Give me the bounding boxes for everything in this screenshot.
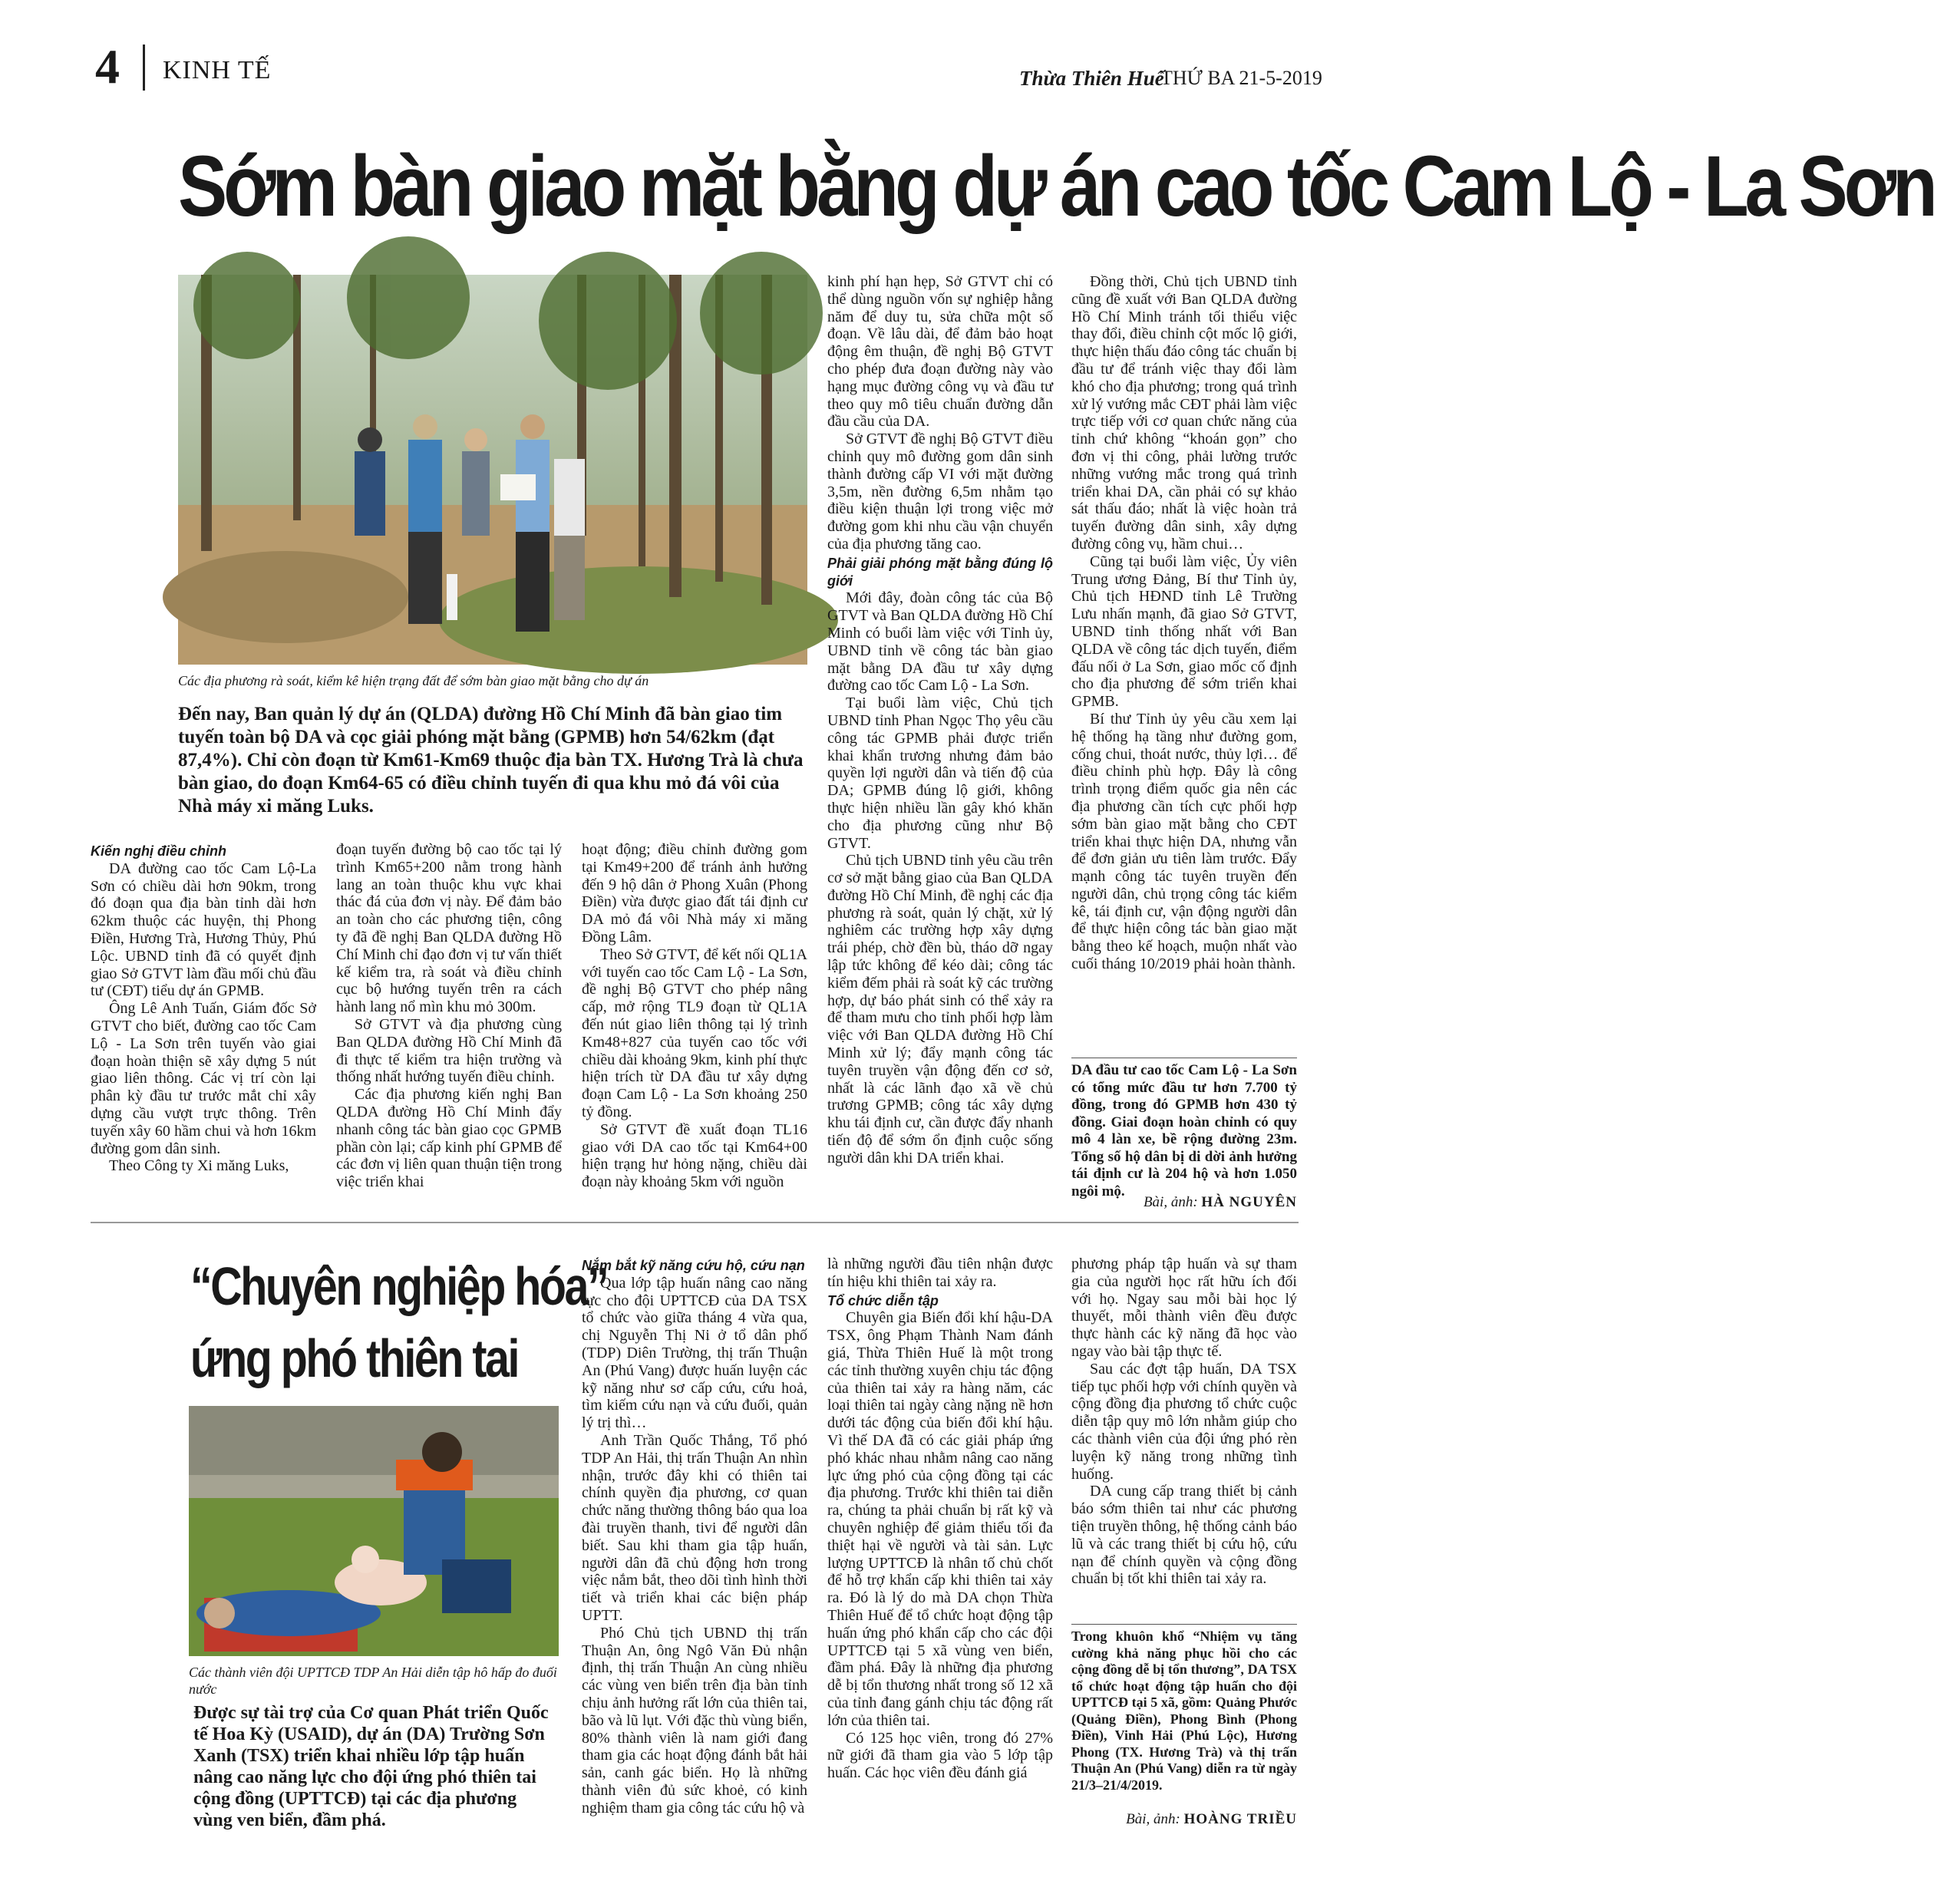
paragraph: Mới đây, đoàn công tác của Bộ GTVT và Ban QLDA đường Hồ Chí Minh có buổi làm việc với Tỉnh ủy, UBND tỉnh về công tác bàn giao mặt bằng DA đầu tư xây dựng đường cao tốc Cam Lộ - La Sơn. [827, 589, 1053, 695]
article1-photo-caption: Các địa phương rà soát, kiểm kê hiện trạng đất để sớm bàn giao mặt bằng cho dự án [178, 673, 649, 688]
subheading: Nắm bắt kỹ năng cứu hộ, cứu nạn [582, 1258, 805, 1273]
paragraph: Anh Trần Quốc Thắng, Tổ phó TDP An Hải, thị trấn Thuận An nhìn nhận, trước đây khi có thiên tai chính quyền địa phương, cơ quan chức năng thường thông báo qua loa đài truyền thanh, tivi để người dân biết. Sau khi tham gia tập huấn, người dân đã chủ động hơn trong việc nắm bắt, theo dõi tình hình thời tiết và triển khai các biện pháp UPTT. [582, 1431, 807, 1624]
article1-column-2 [336, 841, 562, 1191]
paragraph: Sở GTVT đề xuất đoạn TL16 giao với DA cao tốc tại Km64+00 hiện trạng hư hỏng nặng, chiều dài đoạn này khoảng 5km với nguồn [582, 1120, 807, 1191]
paragraph: Sở GTVT và địa phương cùng Ban QLDA đường Hồ Chí Minh đã đi thực tế kiểm tra hiện trường và thống nhất hướng tuyến điều chỉnh. [336, 1015, 562, 1086]
paragraph: Bí thư Tỉnh ủy yêu cầu xem lại hệ thống hạ tầng như đường gom, cống chui, thoát nước, thủy lợi… để điều chỉnh phù hợp. Đây là công trình trọng điểm quốc gia nên các địa phương cần tích cực phối hợp sớm bàn giao mặt bằng cho CĐT triển khai thực hiện DA, nhưng vẫn để đơn giản ưu tiên làm trước. Đẩy mạnh công tác tuyên truyền đến người dân, chủ trọng công tác kiểm kê, tái định cư, vận động người dân để thực hiện công tác bàn giao mặt bằng theo kế hoạch, muộn nhất vào cuối tháng 10/2019 phải hoàn thành. [1071, 710, 1297, 973]
paragraph: Có 125 học viên, trong đó 27% nữ giới đã tham gia vào 5 lớp tập huấn. Các học viên đều đánh giá [827, 1729, 1053, 1782]
article1-column-4 [827, 273, 1053, 1167]
article1-column-3 [582, 841, 807, 1191]
paragraph: Chuyên gia Biến đổi khí hậu-DA TSX, ông Phạm Thành Nam đánh giá, Thừa Thiên Huế là một trong các tỉnh thường xuyên chịu tác động của thiên tai xảy ra hàng năm, các loại thiên tai ngày càng nặng nề hơn dưới tác động của biến đổi khí hậu. Vì thế DA đã có các giải pháp ứng phó khác nhau nhằm nâng cao năng lực ứng phó của cộng đồng tại các địa phương. Trước khi thiên tai diễn ra, chúng ta phải chuẩn bị rất kỹ và chuyên nghiệp để giảm thiểu tối đa thiệt hại về người và tài sản. Lực lượng UPTTCĐ là nhân tố chủ chốt để hỗ trợ khẩn cấp khi thiên tai xảy ra. Đó là lý do mà DA chọn Thừa Thiên Huế để tổ chức hoạt động tập huấn ứng phó khẩn cấp cho các đội UPTTCĐ tại 5 xã vùng ven biển, đầm phá. Đây là những địa phương dễ bị tổn thương nhất trong số 12 xã của tỉnh đang gánh chịu tác động rất lớn của thiên tai. [827, 1309, 1053, 1729]
paragraph: hoạt động; điều chỉnh đường gom tại Km49+200 để tránh ảnh hưởng đến 9 hộ dân ở Phong Xuân (Phong Điền) vừa được giao đất tái định cư DA mỏ đá vôi Nhà máy xi măng Đồng Lâm. [582, 841, 807, 945]
subheading: Phải giải phóng mặt bằng đúng lộ giới [827, 555, 1053, 589]
paragraph: Phó Chủ tịch UBND thị trấn Thuận An, ông Ngô Văn Đủ nhận định, thị trấn Thuận An cùng nhiều các vùng ven biển trên địa bàn tỉnh chịu ảnh hưởng rất lớn của thiên tai, bão và lũ lụt. Với đặc thù vùng biển, 80% thành viên là nam giới đang tham gia các hoạt động đánh bắt hải sản, canh gác biển. Họ là những thành viên đủ sức khoẻ, có kinh nghiệm tham gia công tác cứu hộ và [582, 1624, 807, 1817]
byline-label: Bài, ảnh: [1126, 1811, 1180, 1827]
section-name: KINH TẾ [163, 56, 272, 84]
byline-author: HÀ NGUYÊN [1201, 1194, 1297, 1210]
article2-title-line2: ứng phó thiên tai [190, 1328, 519, 1388]
paragraph: Ông Lê Anh Tuấn, Giám đốc Sở GTVT cho biết, đường cao tốc Cam Lộ - La Sơn trên tuyến vào giai đoạn hoàn thiện sẽ xây dựng 5 nút giao liên thông. Các vị trí còn lại phân kỳ đầu tư trước mắt chỉ xây dựng cầu vượt trực thông. Trên tuyến xây 60 hầm chui và hơn 16km đường gom dân sinh. [91, 1000, 316, 1157]
byline-label: Bài, ảnh: [1143, 1194, 1198, 1210]
factbox-rule [1071, 1624, 1297, 1625]
article1-title: Sớm bàn giao mặt bằng dự án cao tốc Cam Lộ - La Sơn [178, 138, 1934, 234]
paragraph: kinh phí hạn hẹp, Sở GTVT chỉ có thể dùng nguồn vốn sự nghiệp hằng năm để duy tu, sửa chữa một số đoạn. Về lâu dài, để đảm bảo hoạt động êm thuận, đề nghị Bộ GTVT cho phép đưa đoạn đường này vào hạng mục đường công vụ và đầu tư theo quy mô tiêu chuẩn đường dẫn đầu cầu của DA. [827, 273, 1053, 431]
article1-byline [1071, 1194, 1297, 1211]
article2-photo [189, 1406, 559, 1656]
paragraph: là những người đầu tiên nhận được tín hiệu khi thiên tai xảy ra. [827, 1256, 1053, 1290]
issue-date: THỨ BA 21-5-2019 [1160, 67, 1322, 89]
newspaper-name: Thừa Thiên Huế [1019, 67, 1164, 90]
paragraph: Tại buổi làm việc, Chủ tịch UBND tỉnh Phan Ngọc Thọ yêu cầu công tác GPMB phải được triển khai khẩn trương nhưng đảm bảo quyền lợi người dân và tiến độ của DA; GPMB đúng lộ giới, không thực hiện nhiều lần gây khó khăn cho địa phương cũng như Bộ GTVT. [827, 695, 1053, 852]
byline-author: HOÀNG TRIỀU [1183, 1811, 1297, 1827]
paragraph: Sau các đợt tập huấn, DA TSX tiếp tục phối hợp với chính quyền và cộng đồng địa phương tổ chức cuộc diễn tập quy mô lớn nhằm giúp cho các thành viên của đội ứng phó rèn luyện kỹ năng trong những tình huống. [1071, 1360, 1297, 1483]
article1-column-1 [91, 841, 316, 1175]
paragraph: phương pháp tập huấn và sự tham gia của người học rất hữu ích đối với họ. Ngay sau mỗi bài học lý thuyết, mỗi thành viên đều được thực hành các kỹ năng đã học vào ngay vào bài tập thực tế. [1071, 1256, 1297, 1360]
paragraph: Qua lớp tập huấn nâng cao năng lực cho đội UPTTCĐ của DA TSX tổ chức vào giữa tháng 4 vừa qua, chị Nguyễn Thị Ni ở tổ dân phố (TDP) Diên Trường, thị trấn Thuận An (Phú Vang) được huấn luyện các kỹ năng như sơ cấp cứu, cứu hoả, tìm kiếm cứu nạn và cứu đuối, quản lý trị thì… [582, 1274, 807, 1432]
paragraph: Các địa phương kiến nghị Ban QLDA đường Hồ Chí Minh đẩy nhanh công tác bàn giao cọc GPMB phần còn lại; cấp kinh phí GPMB để các đơn vị liên quan thuận tiện trong việc triển khai [336, 1086, 562, 1191]
paragraph: Theo Công ty Xi măng Luks, [109, 1157, 289, 1175]
article1-lead: Đến nay, Ban quản lý dự án (QLDA) đường Hồ Chí Minh đã bàn giao tim tuyến toàn bộ DA và cọc giải phóng mặt bằng (GPMB) hơn 54/62km (đạt 87,4%). Chỉ còn đoạn từ Km61-Km69 thuộc địa bàn TX. Hương Trà là chưa bàn giao, do đoạn Km64-65 có điều chỉnh tuyến đi qua khu mỏ đá vôi của Nhà máy xi măng Luks. [178, 704, 804, 817]
paragraph: DA cung cấp trang thiết bị cảnh báo sớm thiên tai như các phương tiện truyền thông, hệ thống cảnh báo lũ và các trang thiết bị cứu hộ, cứu nạn để chính quyền và cộng đồng chuẩn bị tốt khi thiên tai xảy ra. [1071, 1483, 1297, 1588]
paragraph: Sở GTVT đề nghị Bộ GTVT điều chỉnh quy mô đường gom dân sinh thành đường cấp VI với mặt đường 3,5m, nền đường 6,5m nhằm tạo điều kiện thuận lợi trong việc mở đường gom khi nhu cầu vận chuyển của địa phương tăng cao. [827, 431, 1053, 553]
article2-title-line1: “Chuyên nghiệp hóa” [190, 1256, 608, 1316]
article2-factbox: Trong khuôn khổ “Nhiệm vụ tăng cường khả năng phục hồi cho các cộng đồng dễ bị tổn thương”, DA TSX tổ chức hoạt động tập huấn cho đội UPTTCĐ tại 5 xã, gồm: Quảng Phước (Quảng Điền), Phong Bình (Phong Điền), Vinh Hải (Phú Lộc), Hương Phong (TX. Hương Trà) và thị trấn Thuận An (Phú Vang) diễn ra từ ngày 21/3–21/4/2019. [1071, 1628, 1297, 1793]
article1-factbox: DA đầu tư cao tốc Cam Lộ - La Sơn có tổng mức đầu tư hơn 7.700 tỷ đồng, trong đó GPMB hơn 430 tỷ đồng. Giai đoạn hoàn chỉnh có quy mô 4 làn xe, bề rộng đường 23m. Tổng số hộ dân bị di dời ảnh hưởng tái định cư là 204 hộ và hơn 1.050 ngôi mộ. [1071, 1062, 1297, 1199]
paragraph: Theo Sở GTVT, để kết nối QL1A với tuyến cao tốc Cam Lộ - La Sơn, đề nghị Bộ GTVT cho phép nâng cấp, mở rộng TL9 đoạn từ QL1A đến nút giao liên thông tại lý trình Km48+827 của tuyến cao tốc với chiều dài khoảng 9km, kinh phí thực hiện trích từ DA đầu tư xây dựng đoạn Cam Lộ - La Sơn khoảng 250 tỷ đồng. [582, 945, 807, 1120]
paragraph: Cũng tại buổi làm việc, Ủy viên Trung ương Đảng, Bí thư Tỉnh ủy, Chủ tịch HĐND tỉnh Lê Trường Lưu nhấn mạnh, đã giao Sở GTVT, UBND tỉnh thống nhất với Ban QLDA về công tác dịch tuyến, điểm đấu nối ở La Sơn, giao mốc cố định cho địa phương để sớm triển khai GPMB. [1071, 553, 1297, 711]
article2-column-4 [827, 1256, 1053, 1782]
subheading: Tổ chức diễn tập [827, 1292, 939, 1308]
header-divider [143, 45, 145, 91]
article2-column-5 [1071, 1256, 1297, 1588]
page-number: 4 [95, 39, 120, 94]
article2-photo-caption: Các thành viên đội UPTTCĐ TDP An Hải diễn tập hô hấp đo đuối nước [189, 1665, 557, 1697]
paragraph: Đồng thời, Chủ tịch UBND tỉnh cũng đề xuất với Ban QLDA đường Hồ Chí Minh tránh tối thiểu việc thay đổi, điều chỉnh cột mốc lộ giới, thực hiện thấu đáo công tác chuẩn bị đầu tư để tránh việc thay đổi làm khó cho địa phương; trong quá trình xử lý vướng mắc CĐT phải làm việc trực tiếp với cơ quan chức năng của tỉnh chứ không “khoán gọn” cho đơn vị thi công, phải lường trước những vướng mắc trong quá trình triển khai DA, cần phải có sự khảo sát thấu đáo; nhất là việc hoàn trả tuyến đường dân sinh, xây dựng đường công vụ, hầm chui… [1071, 273, 1297, 553]
article1-photo [178, 275, 807, 665]
subheading: Kiến nghị điều chỉnh [91, 843, 226, 859]
article2-column-3 [582, 1256, 807, 1817]
paragraph: DA đường cao tốc Cam Lộ-La Sơn có chiều dài hơn 90km, trong đó đoạn qua địa bàn tỉnh dài hơn 62km thuộc các huyện, thị Phong Điền, Hương Trà, Hương Thủy, Phú Lộc. UBND tỉnh đã có quyết định giao Sở GTVT làm đầu mối chủ đầu tư (CĐT) tiểu dự án GPMB. [91, 860, 316, 1000]
paragraph: đoạn tuyến đường bộ cao tốc tại lý trình Km65+200 nằm trong hành lang an toàn thuộc khu vực khai thác đá của đơn vị này. Để đảm bảo an toàn cho các phương tiện, công ty đã đề nghị Ban QLDA đường Hồ Chí Minh chỉ đạo đơn vị tư vấn thiết kế kiểm tra, rà soát và điều chỉnh cục bộ hướng tuyến trên ra cách hành lang nổ mìn khu mỏ 300m. [336, 841, 562, 1016]
paragraph: Chủ tịch UBND tỉnh yêu cầu trên cơ sở mặt bằng giao của Ban QLDA đường Hồ Chí Minh, đề nghị các địa phương rà soát, quản lý chặt, xử lý nghiêm các trường hợp xây dựng trái phép, chờ đền bù, tháo dỡ ngay lập tức không để kéo dài; công tác kiểm đếm phải rà soát kỹ các trường hợp, dự báo phát sinh có thể xảy ra để tham mưu cho tỉnh phối hợp làm việc với Ban QLDA đường Hồ Chí Minh xử lý; đẩy mạnh công tác tuyên truyền vận động đến cơ sở, nhất là các lãnh đạo xã về chủ trương GPMB; công tác xây dựng khu tái định cư, cần được đẩy nhanh tiến độ để sớm ổn định cuộc sống người dân khi DA triển khai. [827, 852, 1053, 1166]
article-separator [91, 1222, 1299, 1223]
article1-column-5 [1071, 273, 1297, 973]
article2-byline [1071, 1811, 1297, 1828]
article2-lead: Được sự tài trợ của Cơ quan Phát triển Quốc tế Hoa Kỳ (USAID), dự án (DA) Trường Sơn Xanh (TSX) triển khai nhiều lớp tập huấn nâng cao năng lực cho đội ứng phó thiên tai cộng đồng (UPTTCĐ) tại các địa phương vùng ven biển, đầm phá. [193, 1703, 549, 1830]
